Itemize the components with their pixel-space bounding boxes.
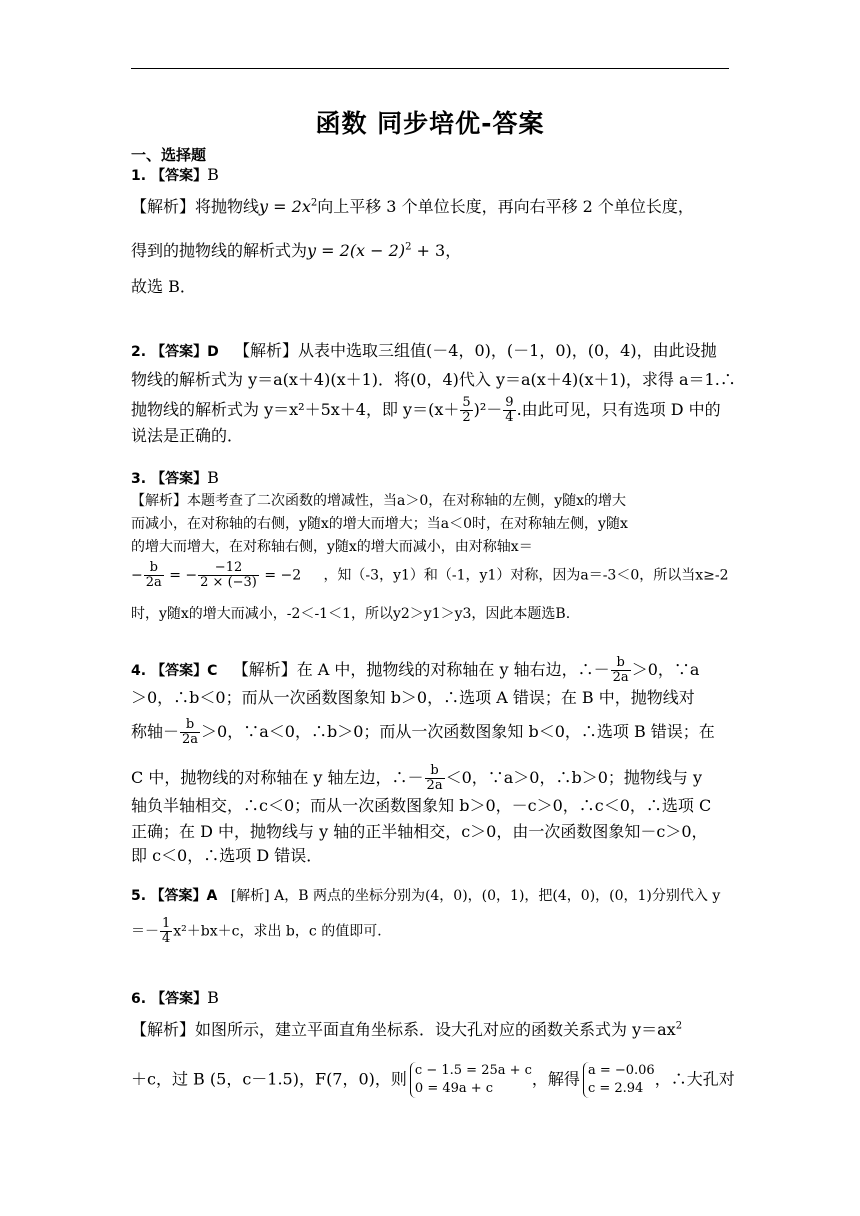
q2-fraction-5-2: $\frac{5}{2}$ bbox=[462, 395, 471, 425]
q5-line-1: 5. 【答案】A [解析] A，B 两点的坐标分别为(4，0)，(0，1)，把(4，0)，(0，1)分别代入 y bbox=[131, 888, 721, 904]
q1-analysis-line-1: 【解析】将抛物线$y = 2x^2$向上平移 3 个单位长度，再向右平移 2 个单位长度， bbox=[131, 197, 694, 216]
q2-line-2: 物线的解析式为 y＝a(x＋4)(x＋1)．将(0，4)代入 y＝a(x＋4)(x＋1)，求得 a＝1.∴ bbox=[131, 370, 736, 389]
section-heading: 一、选择题 bbox=[131, 146, 207, 164]
q6-solution-system: a = −0.06 c = 2.94 bbox=[583, 1062, 655, 1098]
header-rule bbox=[131, 68, 729, 69]
q4-line-4: C 中，抛物线的对称轴在 y 轴左边，∴－ $\frac{b}{2a}$ ＜0，∵a＞0，∴b＞0；抛物线与 y bbox=[131, 763, 703, 793]
q4-line-7: 即 c＜0，∴选项 D 错误． bbox=[131, 846, 323, 865]
q4-line-1: 4. 【答案】C 【解析】在 A 中，抛物线的对称轴在 y 轴右边，∴－ $\frac{b}{2a}$ ＞0，∵a bbox=[131, 655, 700, 685]
q1-analysis-line-2: 得到的抛物线的解析式为$y = 2(x - 2)^2 + 3$， bbox=[131, 241, 462, 260]
page-title: 函数 同步培优-答案 bbox=[315, 109, 545, 138]
q3-line-3: 的增大而增大，在对称轴右侧，y随x的增大而减小，由对称轴x＝ bbox=[131, 539, 533, 555]
q1-result-formula: y = 2(x − 2) bbox=[307, 241, 406, 260]
q4-fraction-1: $\frac{b}{2a}$ bbox=[612, 655, 629, 685]
q5-line-2: ＝－ $\frac{1}{4}$ x²＋bx＋c，求出 b，c 的值即可． bbox=[131, 916, 392, 946]
q1-conclusion: 故选 B． bbox=[131, 277, 196, 296]
q4-line-5: 轴负半轴相交，∴c＜0；而从一次函数图象知 b＞0，－c＞0，∴c＜0，∴选项 C bbox=[131, 796, 712, 815]
q1-answer-line: 1. 【答案】B bbox=[131, 165, 219, 184]
q2-line-3: 抛物线的解析式为 y＝x²＋5x＋4，即 y＝(x＋ $\frac{5}{2}$ )²－ $\frac{9}{4}$ .由此可见，只有选项 D 中的 bbox=[131, 395, 721, 425]
q6-line-2: ＋c，过 B (5，c－1.5)，F(7，0)，则 c − 1.5 = 25a + c 0 = 49a + c ，解得 a = −0.06 c = 2.94 ，∴大孔对 bbox=[131, 1063, 735, 1096]
q4-fraction-3: $\frac{b}{2a}$ bbox=[426, 763, 443, 793]
q4-line-2: ＞0，∴b＜0；而从一次函数图象知 b＞0，∴选项 A 错误；在 B 中，抛物线对 bbox=[131, 688, 695, 707]
q6-equation-system: c − 1.5 = 25a + c 0 = 49a + c bbox=[410, 1062, 532, 1098]
q3-fraction-b-2a: $\frac{b}{2a}$ bbox=[145, 560, 162, 590]
q2-line-1: 2. 【答案】D 【解析】从表中选取三组值(－4，0)，(－1，0)，(0，4)，由此设抛 bbox=[131, 341, 717, 360]
q6-line-1: 【解析】如图所示，建立平面直角坐标系．设大孔对应的函数关系式为 $y=ax^2$ bbox=[131, 1020, 683, 1039]
q3-line-4: − $\frac{b}{2a}$ = − $\frac{-12}{2 \times (-3)}$ = −2 ，知（-3，y1）和（-1，y1）对称，因为a＝-3＜0，所以当x≥-2 bbox=[131, 560, 729, 590]
q3-line-2: 而减小，在对称轴的右侧，y随x的增大而增大；当a＜0时，在对称轴左侧，y随x bbox=[131, 516, 628, 532]
q3-line-5: 时，y随x的增大而减小，-2＜-1＜1，所以y2＞y1＞y3，因此本题选B. bbox=[131, 606, 571, 622]
q4-line-6: 正确；在 D 中，抛物线与 y 轴的正半轴相交，c＞0，由一次函数图象知－c＞0， bbox=[131, 822, 708, 841]
q3-fraction-axis: $\frac{-12}{2 \times (-3)}$ bbox=[200, 560, 257, 590]
q6-answer-line: 6. 【答案】B bbox=[131, 988, 219, 1007]
q2-line-4: 说法是正确的． bbox=[131, 426, 244, 445]
q3-answer-line: 3. 【答案】B bbox=[131, 468, 219, 487]
q5-fraction-1-4: $\frac{1}{4}$ bbox=[162, 916, 171, 946]
q1-formula: y = 2x bbox=[259, 197, 311, 216]
q4-fraction-2: $\frac{b}{2a}$ bbox=[182, 717, 199, 747]
q2-fraction-9-4: $\frac{9}{4}$ bbox=[505, 395, 514, 425]
q4-line-3: 称轴－ $\frac{b}{2a}$ ＞0，∵a＜0，∴b＞0；而从一次函数图象知 b＜0，∴选项 B 错误；在 bbox=[131, 717, 715, 747]
q3-line-1: 【解析】本题考查了二次函数的增减性，当a＞0，在对称轴的左侧，y随x的增大 bbox=[131, 493, 627, 509]
